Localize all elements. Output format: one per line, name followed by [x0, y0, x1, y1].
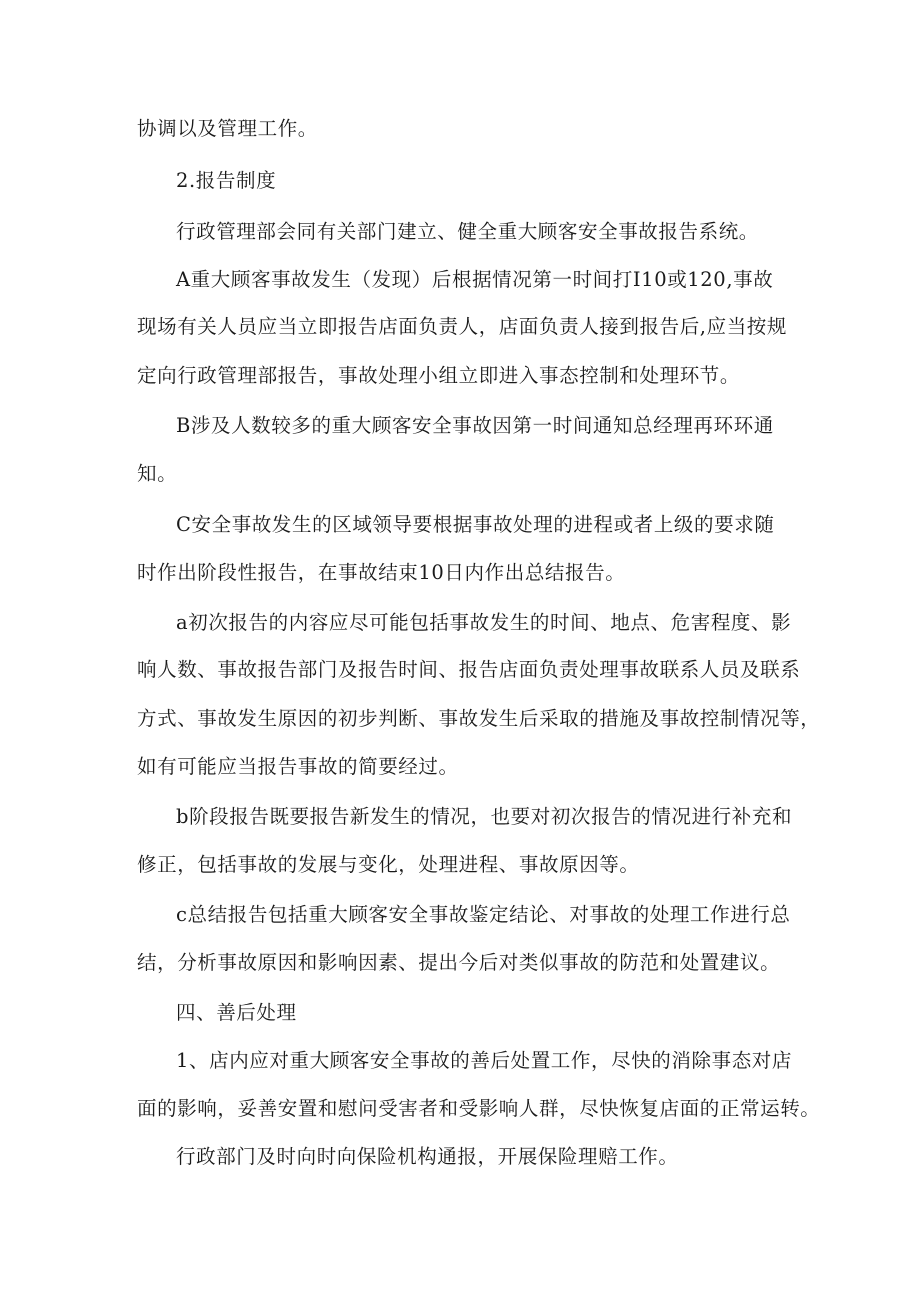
text-line: 如有可能应当报告事故的简要经过。 — [137, 755, 459, 778]
section-heading-report-system: 2.报告制度 — [176, 169, 277, 192]
text-line: 行政管理部会同有关部门建立、健全重大顾客安全事故报告系统。 — [176, 220, 759, 243]
text-line: a初次报告的内容应尽可能包括事故发生的时间、地点、危害程度、影 — [176, 611, 792, 634]
text-line: C安全事故发生的区域领导要根据事故处理的进程或者上级的要求随 — [176, 513, 775, 536]
text-line: 现场有关人员应当立即报告店面负责人，店面负责人接到报告后,应当按规 — [137, 315, 787, 338]
text-line: c总结报告包括重大顾客安全事故鉴定结论、对事故的处理工作进行总 — [176, 903, 791, 926]
text-line: 行政部门及时向时向保险机构通报，开展保险理赔工作。 — [176, 1145, 679, 1168]
section-heading-aftermath: 四、善后处理 — [176, 1001, 297, 1024]
text-line: 方式、事故发生原因的初步判断、事故发生后采取的措施及事故控制情况等， — [137, 707, 821, 730]
text-line: B涉及人数较多的重大顾客安全事故因第一时间通知总经理再环环通 — [176, 414, 774, 437]
text-line: 知。 — [137, 462, 178, 485]
text-line: 协调以及管理工作。 — [137, 117, 318, 140]
text-line: b阶段报告既要报告新发生的情况，也要对初次报告的情况进行补充和 — [176, 805, 793, 828]
text-line: 响人数、事故报告部门及报告时间、报告店面负责处理事故联系人员及联系 — [137, 658, 801, 681]
text-line: 面的影响，妥善安置和慰问受害者和受影响人群，尽快恢复店面的正常运转。 — [137, 1097, 821, 1120]
text-line: 1、店内应对重大顾客安全事故的善后处置工作，尽快的消除事态对店 — [176, 1049, 793, 1072]
text-line: 时作出阶段性报告，在事故结束10日内作出总结报告。 — [137, 561, 626, 584]
text-line: A重大顾客事故发生（发现）后根据情况第一时间打I10或120,事故 — [176, 268, 774, 291]
text-line: 修正，包括事故的发展与变化，处理进程、事故原因等。 — [137, 853, 640, 876]
text-line: 结，分析事故原因和影响因素、提出今后对类似事故的防范和处置建议。 — [137, 951, 781, 974]
text-line: 定向行政管理部报告，事故处理小组立即进入事态控制和处理环节。 — [137, 364, 741, 387]
